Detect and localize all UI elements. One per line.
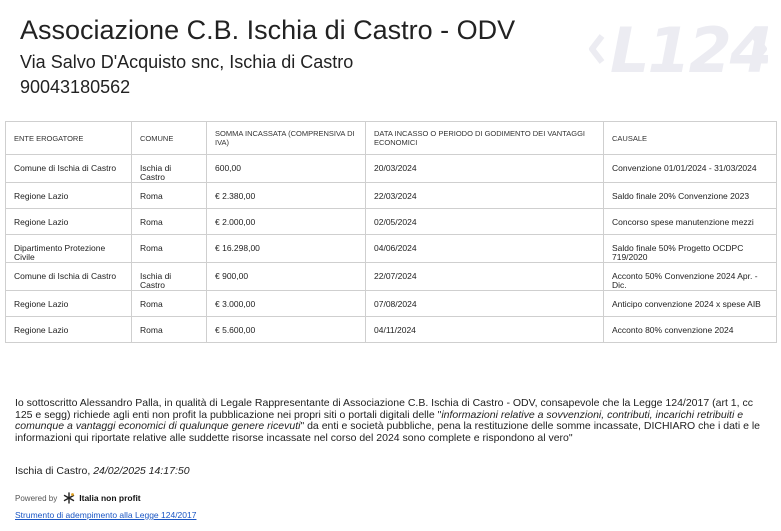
- cell-data: 22/03/2024: [366, 183, 604, 209]
- table-row: [6, 263, 777, 291]
- cell-causale: Anticipo convenzione 2024 x spese AIB: [604, 291, 777, 317]
- cell-comune: Roma: [132, 209, 207, 235]
- cell-causale: Convenzione 01/01/2024 - 31/03/2024: [604, 155, 777, 183]
- cell-ente: Comune di Ischia di Castro: [6, 263, 132, 291]
- cell-comune: Ischia di Castro: [132, 155, 207, 183]
- column-header: ENTE EROGATORE: [6, 122, 132, 155]
- grants-table: [5, 121, 777, 343]
- l124-logo-icon: [588, 14, 768, 84]
- cell-data: 04/06/2024: [366, 235, 604, 263]
- cell-comune: Ischia di Castro: [132, 263, 207, 291]
- table-row: [6, 209, 777, 235]
- cell-ente: Regione Lazio: [6, 317, 132, 343]
- brand-name: Italia non profit: [79, 493, 141, 503]
- cell-causale: Concorso spese manutenzione mezzi: [604, 209, 777, 235]
- cell-causale: Acconto 80% convenzione 2024: [604, 317, 777, 343]
- declaration-part1: Io sottoscritto Alessandro Palla, in qualità di Legale Rappresentante di Associazione C.B. Ischia di Castro - ODV, consapevole che la Legge 124/2017 (art 1, cc 125 e segg) richiede agli enti non profit la pubblicazione nei propri siti o portali digitali delle ": [15, 397, 753, 421]
- cell-somma: € 2.380,00: [207, 183, 366, 209]
- cell-somma: € 16.298,00: [207, 235, 366, 263]
- declaration-text: [15, 398, 763, 444]
- column-header: COMUNE: [132, 122, 207, 155]
- cell-comune: Roma: [132, 291, 207, 317]
- declaration-italic: informazioni relative a sovvenzioni, contributi, incarichi retribuiti e comunque a vantaggi economici di qualunque genere ricevuti: [15, 408, 744, 432]
- org-address: Via Salvo D'Acquisto snc, Ischia di Castro: [20, 52, 354, 72]
- cell-comune: Roma: [132, 317, 207, 343]
- table-row: [6, 235, 777, 263]
- org-fiscal-code: 90043180562: [20, 77, 131, 97]
- table-row: [6, 291, 777, 317]
- cell-somma: € 2.000,00: [207, 209, 366, 235]
- column-header: DATA INCASSO O PERIODO DI GODIMENTO DEI VANTAGGI ECONOMICI: [366, 122, 604, 155]
- cell-data: 02/05/2024: [366, 209, 604, 235]
- cell-causale: Saldo finale 50% Progetto OCDPC 719/2020: [604, 235, 777, 263]
- cell-causale: Acconto 50% Convenzione 2024 Apr. - Dic.: [604, 263, 777, 291]
- l124-watermark-logo: [588, 14, 768, 84]
- cell-somma: € 3.000,00: [207, 291, 366, 317]
- table-row: [6, 317, 777, 343]
- cell-comune: Roma: [132, 235, 207, 263]
- cell-data: 04/11/2024: [366, 317, 604, 343]
- table-row: [6, 155, 777, 183]
- place-date: [15, 465, 190, 477]
- powered-by: [15, 492, 141, 504]
- header: [20, 14, 515, 98]
- cell-somma: € 5.600,00: [207, 317, 366, 343]
- datetime: 24/02/2025 14:17:50: [93, 465, 190, 477]
- cell-data: 07/08/2024: [366, 291, 604, 317]
- cell-causale: Saldo finale 20% Convenzione 2023: [604, 183, 777, 209]
- table-row: [6, 183, 777, 209]
- svg-text:L124: L124: [610, 14, 768, 84]
- org-name: Associazione C.B. Ischia di Castro - ODV: [20, 15, 516, 45]
- column-header: SOMMA INCASSATA (COMPRENSIVA DI IVA): [207, 122, 366, 155]
- cell-ente: Dipartimento Protezione Civile: [6, 235, 132, 263]
- place: Ischia di Castro,: [15, 465, 94, 477]
- cell-somma: € 900,00: [207, 263, 366, 291]
- cell-somma: 600,00: [207, 155, 366, 183]
- cell-ente: Regione Lazio: [6, 291, 132, 317]
- cell-ente: Comune di Ischia di Castro: [6, 155, 132, 183]
- column-header: CAUSALE: [604, 122, 777, 155]
- cell-comune: Roma: [132, 183, 207, 209]
- italia-non-profit-logo-icon: [63, 492, 75, 504]
- cell-ente: Regione Lazio: [6, 209, 132, 235]
- cell-data: 20/03/2024: [366, 155, 604, 183]
- cell-ente: Regione Lazio: [6, 183, 132, 209]
- cell-data: 22/07/2024: [366, 263, 604, 291]
- table-header-row: [6, 122, 777, 155]
- powered-by-label: Powered by: [15, 493, 58, 503]
- declaration-part2: " da enti e società pubbliche, pena la restituzione delle somme incassate, DICHIARO che i dati e le informazioni qui riportate relative alle suddette risorse incassate nel corso del 2024 sono complete e rispondono al vero": [15, 420, 761, 444]
- legge-124-link[interactable]: Strumento di adempimento alla Legge 124/2017: [15, 510, 197, 520]
